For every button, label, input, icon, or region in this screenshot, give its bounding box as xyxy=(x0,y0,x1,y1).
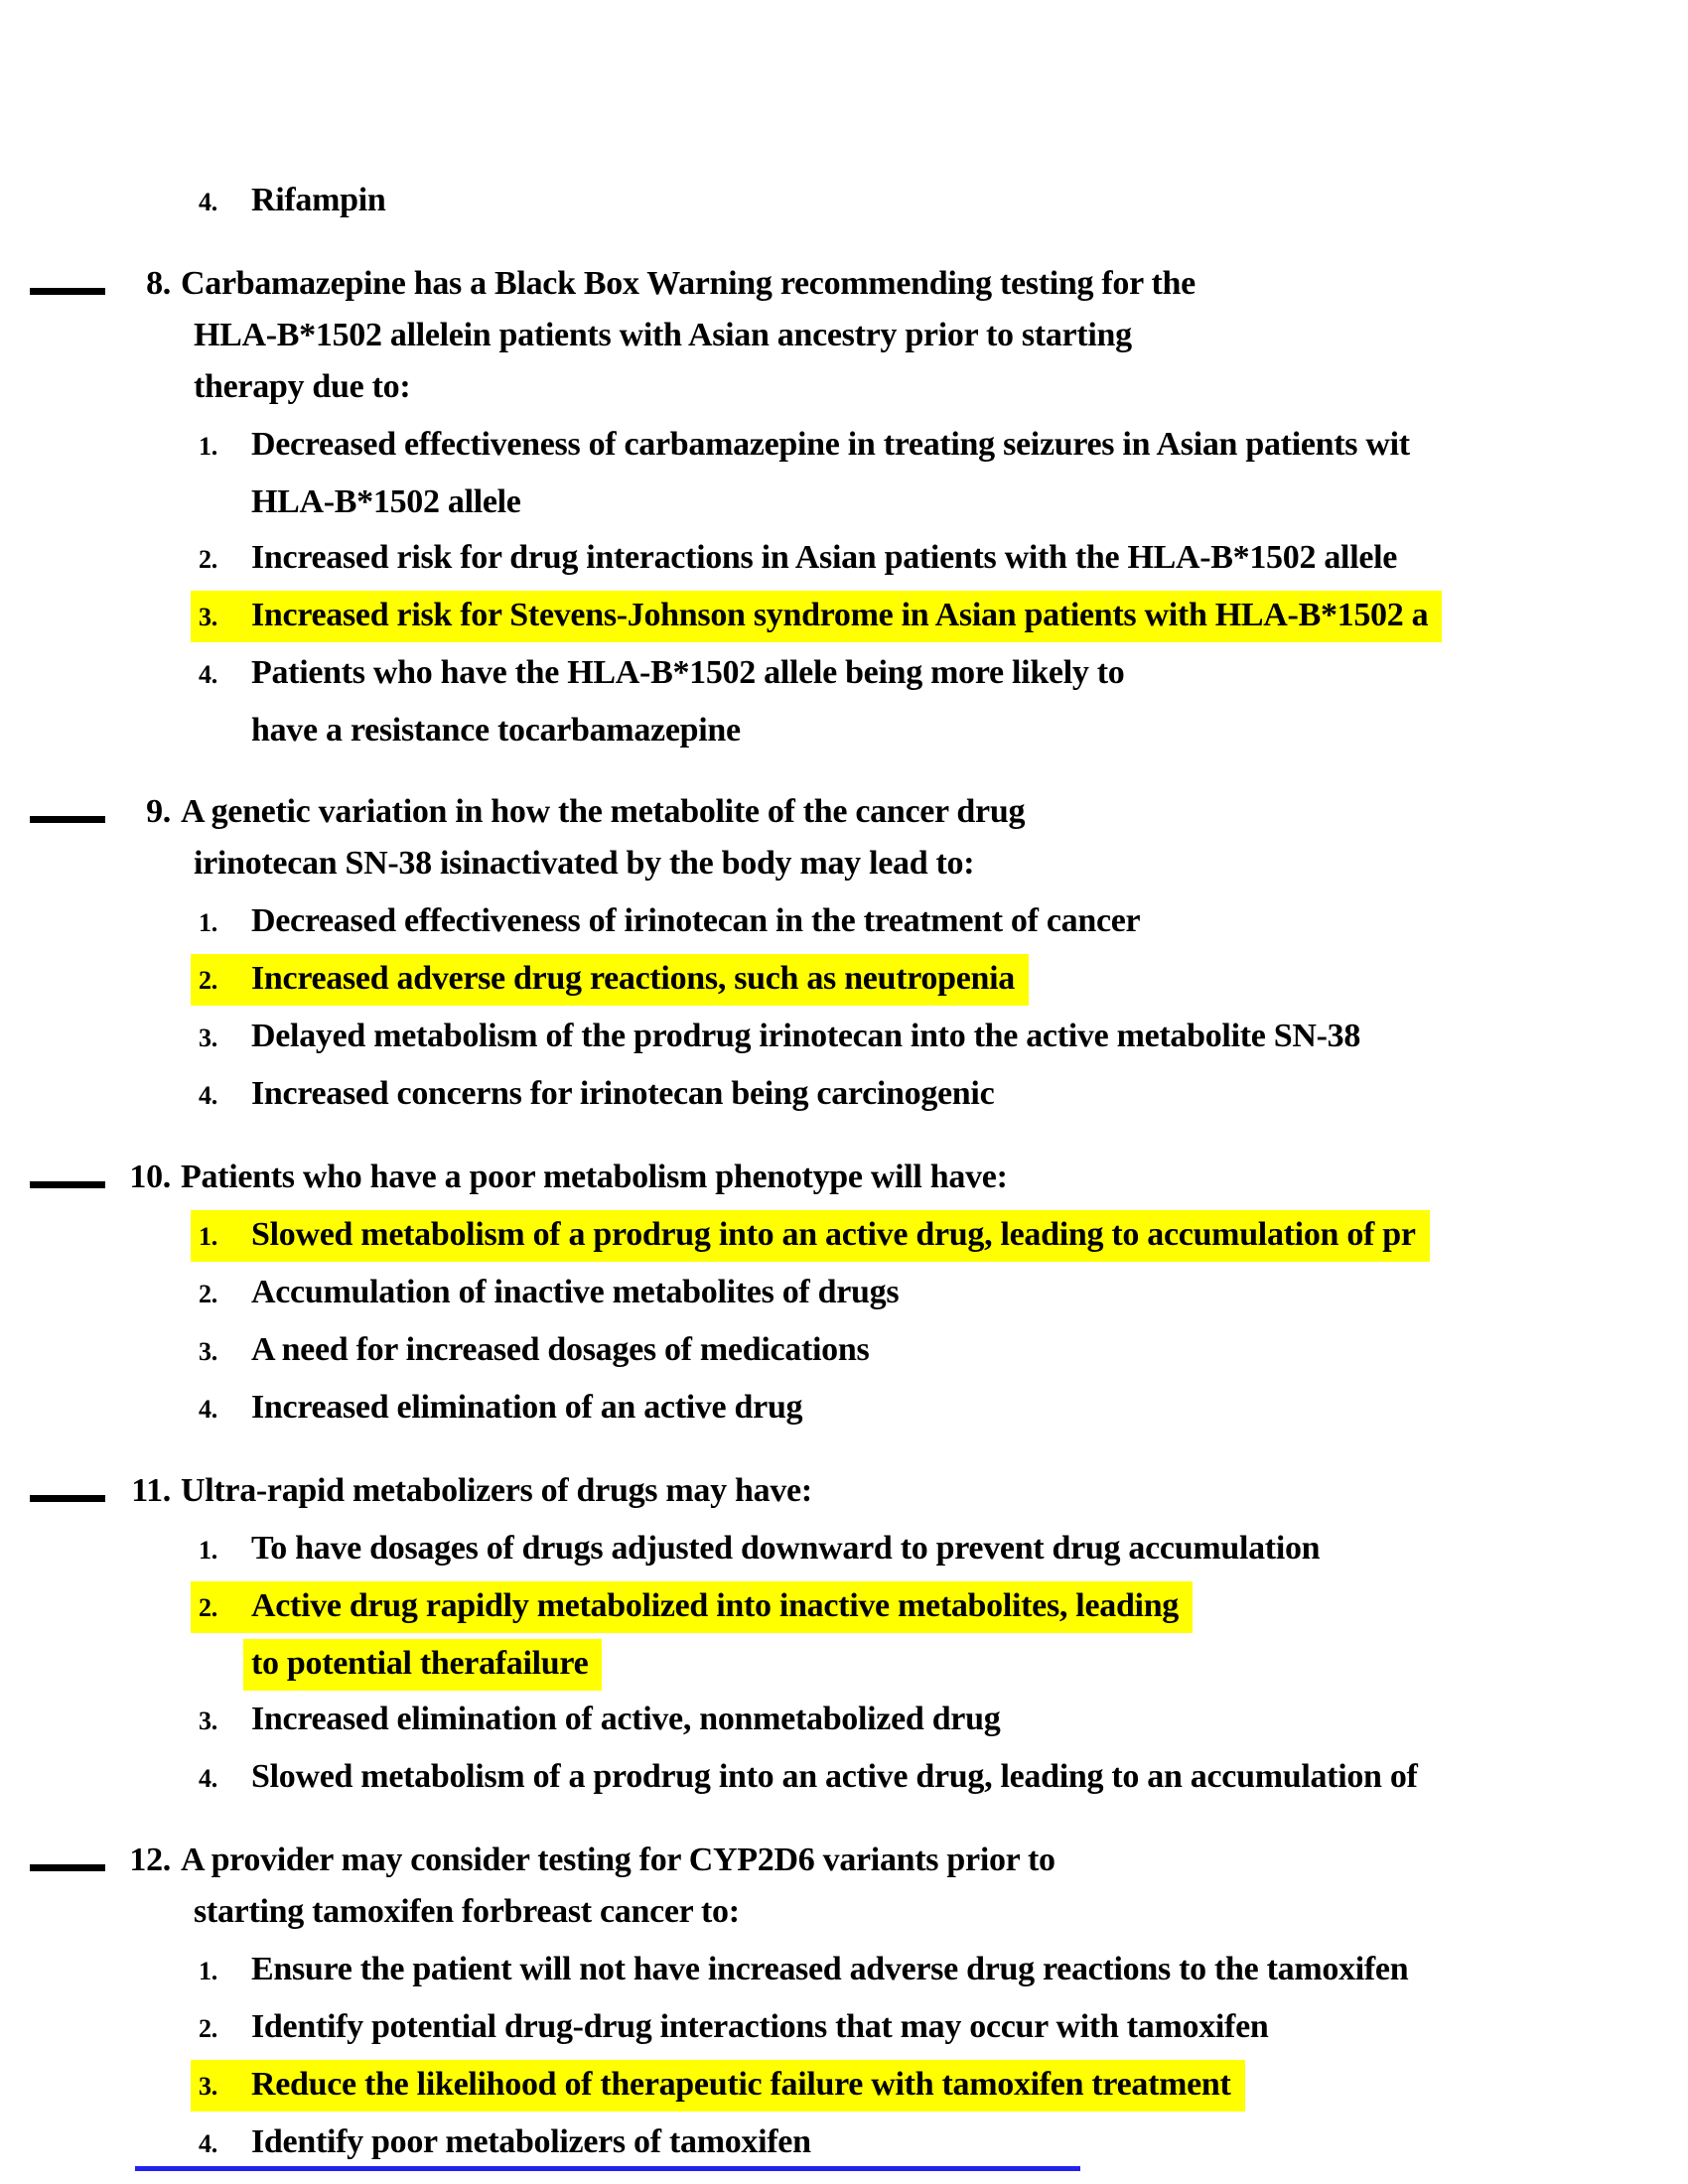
option-text: Increased risk for drug interactions in Asian patients with the HLA-B*1502 allele xyxy=(251,539,1398,576)
option-text: Reduce the likelihood of therapeutic failure with tamoxifen treatment xyxy=(251,2066,1231,2103)
option-text-continuation: HLA-B*1502 allele xyxy=(251,483,521,520)
option-text: Increased elimination of active, nonmetabolized drug xyxy=(251,1701,1001,1737)
list-item-option xyxy=(0,1382,1688,1435)
option-text: Increased adverse drug reactions, such as neutropenia xyxy=(251,960,1015,997)
answer-blank-line xyxy=(30,816,105,823)
options-list xyxy=(0,1523,1688,1805)
option-text: Active drug rapidly metabolized into inactive metabolites, leading xyxy=(251,1587,1180,1624)
list-item-option xyxy=(0,895,1688,949)
options-list xyxy=(0,1209,1688,1435)
question-number: 9. xyxy=(146,793,171,830)
question-block-11 xyxy=(0,1465,1688,1805)
question-text: A provider may consider testing for CYP2D6 variants prior to xyxy=(181,1842,1055,1878)
list-item-option-highlighted xyxy=(0,2059,1688,2113)
option-marker: 1. xyxy=(199,432,217,461)
question-title-line xyxy=(0,1835,1688,1886)
list-item-option xyxy=(0,419,1688,473)
option-marker: 4. xyxy=(199,188,217,216)
question-block-12 xyxy=(0,1835,1688,2170)
question-number: 11. xyxy=(131,1472,171,1509)
option-marker: 3. xyxy=(199,1706,217,1735)
list-item-option xyxy=(0,1011,1688,1064)
option-text: To have dosages of drugs adjusted downward to prevent drug accumulation xyxy=(251,1530,1321,1567)
question-title-line xyxy=(0,786,1688,838)
question-block-9 xyxy=(0,786,1688,1122)
option-marker: 1. xyxy=(199,1222,217,1251)
option-text: Identify poor metabolizers of tamoxifen xyxy=(251,2123,811,2160)
option-marker: 3. xyxy=(199,603,217,631)
question-title-line: irinotecan SN-38 isinactivated by the body may lead to: xyxy=(194,845,975,882)
option-marker: 2. xyxy=(199,2014,217,2043)
list-item-option xyxy=(0,1267,1688,1320)
question-text: Carbamazepine has a Black Box Warning recommending testing for the xyxy=(181,265,1196,302)
list-item-option xyxy=(0,532,1688,586)
option-marker: 2. xyxy=(199,966,217,995)
option-marker: 2. xyxy=(199,1593,217,1622)
option-text: Accumulation of inactive metabolites of drugs xyxy=(251,1274,900,1310)
question-text: Ultra-rapid metabolizers of drugs may have: xyxy=(181,1472,812,1509)
list-item-option xyxy=(0,1751,1688,1805)
option-text: Decreased effectiveness of irinotecan in the treatment of cancer xyxy=(251,902,1141,939)
option-text: Rifampin xyxy=(251,182,386,218)
option-text: Slowed metabolism of a prodrug into an active drug, leading to an accumulation of xyxy=(251,1758,1418,1795)
list-item-option xyxy=(0,2001,1688,2055)
question-number: 10. xyxy=(129,1159,171,1195)
option-marker: 4. xyxy=(199,660,217,689)
option-text: Patients who have the HLA-B*1502 allele being more likely to xyxy=(251,654,1125,691)
option-text: Increased risk for Stevens-Johnson syndrome in Asian patients with HLA-B*1502 a xyxy=(251,597,1429,633)
option-text: Ensure the patient will not have increased adverse drug reactions to the tamoxifen xyxy=(251,1951,1409,1987)
question-title-line xyxy=(0,1152,1688,1203)
list-item-option xyxy=(0,1523,1688,1576)
option-text-continuation-highlighted: to potential therafailure xyxy=(0,1638,1688,1690)
option-marker: 2. xyxy=(199,545,217,574)
option-marker: 1. xyxy=(199,908,217,937)
option-marker: 2. xyxy=(199,1280,217,1308)
option-text: Slowed metabolism of a prodrug into an active drug, leading to accumulation of pr xyxy=(251,1216,1416,1253)
question-title-line xyxy=(0,1465,1688,1517)
question-title-line: therapy due to: xyxy=(194,368,411,405)
list-item-orphan-option xyxy=(0,175,1688,228)
list-item-option xyxy=(0,647,1688,701)
question-title-line: starting tamoxifen forbreast cancer to: xyxy=(194,1893,740,1930)
option-text-continuation: have a resistance tocarbamazepine xyxy=(251,712,741,749)
list-item-option xyxy=(0,1944,1688,1997)
list-item-option-highlighted xyxy=(0,1209,1688,1263)
answer-blank-line xyxy=(30,1495,105,1502)
list-item-option-highlighted xyxy=(0,953,1688,1007)
footer-divider-line xyxy=(135,2166,1080,2171)
question-text: A genetic variation in how the metabolite of the cancer drug xyxy=(181,793,1026,830)
option-marker: 3. xyxy=(199,1024,217,1052)
option-marker: 4. xyxy=(199,1395,217,1424)
options-list xyxy=(0,419,1688,756)
question-block-8 xyxy=(0,258,1688,756)
option-marker: 1. xyxy=(199,1536,217,1565)
question-number: 12. xyxy=(129,1842,171,1878)
list-item-option-highlighted xyxy=(0,590,1688,643)
option-marker: 3. xyxy=(199,2072,217,2101)
answer-blank-line xyxy=(30,288,105,295)
list-item-option xyxy=(0,1694,1688,1747)
question-number: 8. xyxy=(146,265,171,302)
answer-blank-line xyxy=(30,1864,105,1871)
option-text: Identify potential drug-drug interactions that may occur with tamoxifen xyxy=(251,2008,1269,2045)
options-list xyxy=(0,1944,1688,2170)
option-text: Increased concerns for irinotecan being carcinogenic xyxy=(251,1075,995,1112)
question-title-line: HLA-B*1502 allelein patients with Asian ancestry prior to starting xyxy=(194,317,1132,353)
option-marker: 1. xyxy=(199,1957,217,1985)
option-marker: 4. xyxy=(199,2129,217,2158)
question-text: Patients who have a poor metabolism phenotype will have: xyxy=(181,1159,1008,1195)
question-block-10 xyxy=(0,1152,1688,1435)
option-text: Decreased effectiveness of carbamazepine in treating seizures in Asian patients wit xyxy=(251,426,1410,463)
option-text: Delayed metabolism of the prodrug irinotecan into the active metabolite SN-38 xyxy=(251,1018,1361,1054)
list-item-option xyxy=(0,1324,1688,1378)
list-item-option xyxy=(0,2116,1688,2170)
option-text: Increased elimination of an active drug xyxy=(251,1389,803,1426)
question-title-line xyxy=(0,258,1688,310)
list-item-option-highlighted xyxy=(0,1580,1688,1634)
option-marker: 4. xyxy=(199,1081,217,1110)
list-item-option xyxy=(0,1068,1688,1122)
option-marker: 3. xyxy=(199,1337,217,1366)
option-text: A need for increased dosages of medications xyxy=(251,1331,870,1368)
option-marker: 4. xyxy=(199,1764,217,1793)
answer-blank-line xyxy=(30,1181,105,1188)
options-list xyxy=(0,895,1688,1122)
